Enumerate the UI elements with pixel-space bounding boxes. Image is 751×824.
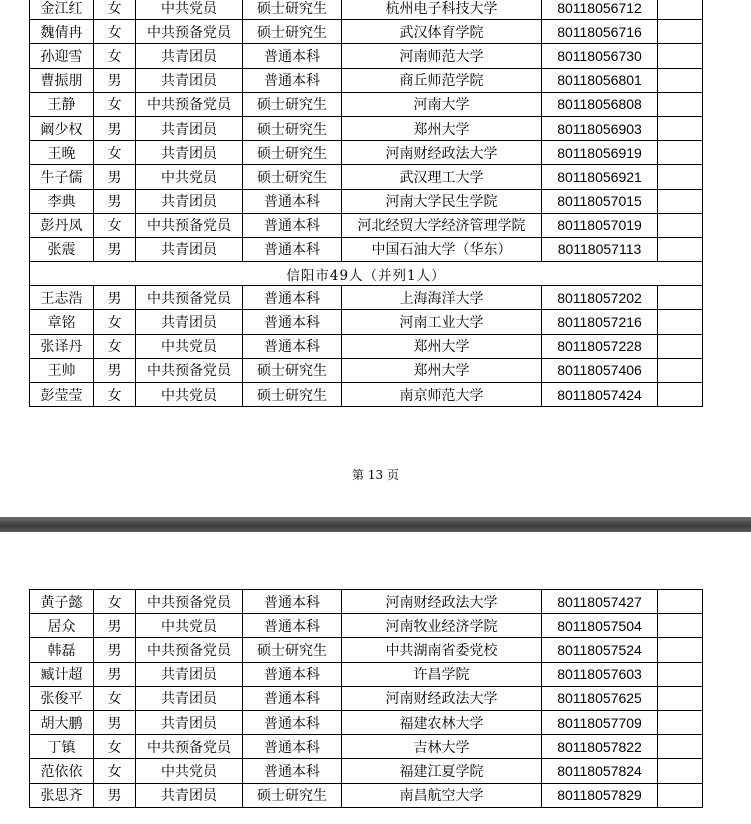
- exam-number-cell: 80118056808: [542, 92, 658, 116]
- exam-number-cell: 80118057625: [542, 686, 658, 710]
- roster-table-bottom: [29, 589, 703, 808]
- education-cell: 普通本科: [243, 213, 342, 237]
- exam-number-cell: 80118057504: [542, 614, 658, 638]
- name-cell: 胡大鹏: [30, 710, 94, 734]
- education-cell: 普通本科: [243, 590, 342, 614]
- political-status-cell: 中共党员: [136, 0, 243, 20]
- education-cell: 普通本科: [243, 686, 342, 710]
- table-row: [30, 141, 703, 165]
- education-cell: 硕士研究生: [243, 358, 342, 382]
- table-row: [30, 92, 703, 116]
- gender-cell: 男: [94, 638, 136, 662]
- exam-number-cell: 80118056919: [542, 141, 658, 165]
- table-row: [30, 0, 703, 20]
- remark-cell: [658, 189, 703, 213]
- exam-number-cell: 80118057019: [542, 213, 658, 237]
- education-cell: 普通本科: [243, 68, 342, 92]
- region-group-header: 信阳市49人（并列1人）: [30, 262, 703, 286]
- gender-cell: 女: [94, 310, 136, 334]
- political-status-cell: 中共预备党员: [136, 92, 243, 116]
- exam-number-cell: 80118056712: [542, 0, 658, 20]
- gender-cell: 男: [94, 358, 136, 382]
- political-status-cell: 共青团员: [136, 783, 243, 807]
- political-status-cell: 中共预备党员: [136, 358, 243, 382]
- name-cell: 张译丹: [30, 334, 94, 358]
- gender-cell: 女: [94, 759, 136, 783]
- remark-cell: [658, 686, 703, 710]
- remark-cell: [658, 383, 703, 407]
- school-cell: 许昌学院: [342, 662, 542, 686]
- gender-cell: 男: [94, 116, 136, 140]
- exam-number-cell: 80118057202: [542, 286, 658, 310]
- education-cell: 硕士研究生: [243, 141, 342, 165]
- name-cell: 魏倩冉: [30, 20, 94, 44]
- exam-number-cell: 80118057524: [542, 638, 658, 662]
- table-row: [30, 116, 703, 140]
- political-status-cell: 中共预备党员: [136, 590, 243, 614]
- table-row: [30, 44, 703, 68]
- school-cell: 中共湖南省委党校: [342, 638, 542, 662]
- remark-cell: [658, 141, 703, 165]
- school-cell: 上海海洋大学: [342, 286, 542, 310]
- document-page-14: [0, 532, 751, 824]
- remark-cell: [658, 710, 703, 734]
- education-cell: 普通本科: [243, 614, 342, 638]
- remark-cell: [658, 68, 703, 92]
- table-row: [30, 68, 703, 92]
- table-row: [30, 310, 703, 334]
- name-cell: 居众: [30, 614, 94, 638]
- remark-cell: [658, 614, 703, 638]
- remark-cell: [658, 213, 703, 237]
- political-status-cell: 中共党员: [136, 759, 243, 783]
- political-status-cell: 共青团员: [136, 44, 243, 68]
- table-row: [30, 783, 703, 807]
- table-row: [30, 638, 703, 662]
- remark-cell: [658, 358, 703, 382]
- name-cell: 韩磊: [30, 638, 94, 662]
- education-cell: 普通本科: [243, 44, 342, 68]
- remark-cell: [658, 759, 703, 783]
- name-cell: 张俊平: [30, 686, 94, 710]
- political-status-cell: 中共预备党员: [136, 735, 243, 759]
- name-cell: 王志浩: [30, 286, 94, 310]
- name-cell: 张震: [30, 237, 94, 261]
- school-cell: 福建江夏学院: [342, 759, 542, 783]
- political-status-cell: 共青团员: [136, 710, 243, 734]
- school-cell: 河北经贸大学经济管理学院: [342, 213, 542, 237]
- remark-cell: [658, 20, 703, 44]
- education-cell: 硕士研究生: [243, 165, 342, 189]
- political-status-cell: 中共预备党员: [136, 286, 243, 310]
- education-cell: 普通本科: [243, 735, 342, 759]
- gender-cell: 女: [94, 92, 136, 116]
- political-status-cell: 共青团员: [136, 189, 243, 213]
- political-status-cell: 共青团员: [136, 237, 243, 261]
- school-cell: 郑州大学: [342, 358, 542, 382]
- remark-cell: [658, 638, 703, 662]
- table-row: [30, 286, 703, 310]
- political-status-cell: 共青团员: [136, 68, 243, 92]
- education-cell: 硕士研究生: [243, 783, 342, 807]
- school-cell: 杭州电子科技大学: [342, 0, 542, 20]
- gender-cell: 女: [94, 44, 136, 68]
- school-cell: 河南大学: [342, 92, 542, 116]
- political-status-cell: 中共党员: [136, 334, 243, 358]
- table-row: [30, 614, 703, 638]
- education-cell: 硕士研究生: [243, 92, 342, 116]
- political-status-cell: 中共党员: [136, 165, 243, 189]
- school-cell: 南昌航空大学: [342, 783, 542, 807]
- remark-cell: [658, 286, 703, 310]
- table-row: [30, 165, 703, 189]
- table-row: [30, 383, 703, 407]
- political-status-cell: 中共党员: [136, 383, 243, 407]
- remark-cell: [658, 783, 703, 807]
- name-cell: 彭丹凤: [30, 213, 94, 237]
- education-cell: 硕士研究生: [243, 20, 342, 44]
- gender-cell: 女: [94, 141, 136, 165]
- region-group-header-row: [30, 262, 703, 286]
- name-cell: 章铭: [30, 310, 94, 334]
- table-row: [30, 20, 703, 44]
- exam-number-cell: 80118057216: [542, 310, 658, 334]
- gender-cell: 男: [94, 614, 136, 638]
- education-cell: 普通本科: [243, 310, 342, 334]
- name-cell: 王帅: [30, 358, 94, 382]
- exam-number-cell: 80118057824: [542, 759, 658, 783]
- political-status-cell: 共青团员: [136, 141, 243, 165]
- political-status-cell: 共青团员: [136, 116, 243, 140]
- school-cell: 武汉理工大学: [342, 165, 542, 189]
- remark-cell: [658, 334, 703, 358]
- name-cell: 阚少权: [30, 116, 94, 140]
- school-cell: 河南工业大学: [342, 310, 542, 334]
- name-cell: 张思齐: [30, 783, 94, 807]
- school-cell: 河南牧业经济学院: [342, 614, 542, 638]
- exam-number-cell: 80118057822: [542, 735, 658, 759]
- name-cell: 范依依: [30, 759, 94, 783]
- remark-cell: [658, 44, 703, 68]
- page-number-footer: 第 13 页: [352, 468, 399, 482]
- gender-cell: 女: [94, 735, 136, 759]
- table-row: [30, 213, 703, 237]
- exam-number-cell: 80118057113: [542, 237, 658, 261]
- political-status-cell: 中共预备党员: [136, 638, 243, 662]
- school-cell: 福建农林大学: [342, 710, 542, 734]
- name-cell: 王静: [30, 92, 94, 116]
- education-cell: 普通本科: [243, 237, 342, 261]
- remark-cell: [658, 237, 703, 261]
- education-cell: 普通本科: [243, 759, 342, 783]
- exam-number-cell: 80118056903: [542, 116, 658, 140]
- exam-number-cell: 80118057829: [542, 783, 658, 807]
- name-cell: 孙迎雪: [30, 44, 94, 68]
- exam-number-cell: 80118057603: [542, 662, 658, 686]
- table-row: [30, 334, 703, 358]
- education-cell: 硕士研究生: [243, 0, 342, 20]
- education-cell: 硕士研究生: [243, 116, 342, 140]
- gender-cell: 女: [94, 686, 136, 710]
- gender-cell: 男: [94, 165, 136, 189]
- political-status-cell: 中共预备党员: [136, 213, 243, 237]
- name-cell: 李典: [30, 189, 94, 213]
- school-cell: 南京师范大学: [342, 383, 542, 407]
- remark-cell: [658, 116, 703, 140]
- education-cell: 普通本科: [243, 286, 342, 310]
- gender-cell: 女: [94, 0, 136, 20]
- political-status-cell: 共青团员: [136, 310, 243, 334]
- table-row: [30, 590, 703, 614]
- education-cell: 普通本科: [243, 189, 342, 213]
- gender-cell: 男: [94, 710, 136, 734]
- school-cell: 郑州大学: [342, 334, 542, 358]
- political-status-cell: 共青团员: [136, 686, 243, 710]
- table-row: [30, 237, 703, 261]
- table-row: [30, 662, 703, 686]
- exam-number-cell: 80118056730: [542, 44, 658, 68]
- school-cell: 商丘师范学院: [342, 68, 542, 92]
- exam-number-cell: 80118057709: [542, 710, 658, 734]
- school-cell: 中国石油大学（华东）: [342, 237, 542, 261]
- school-cell: 河南财经政法大学: [342, 590, 542, 614]
- roster-table-top: [29, 0, 703, 407]
- page-separator: [0, 517, 751, 532]
- gender-cell: 女: [94, 334, 136, 358]
- remark-cell: [658, 165, 703, 189]
- exam-number-cell: 80118057427: [542, 590, 658, 614]
- education-cell: 硕士研究生: [243, 383, 342, 407]
- exam-number-cell: 80118057424: [542, 383, 658, 407]
- gender-cell: 男: [94, 662, 136, 686]
- name-cell: 金江红: [30, 0, 94, 20]
- name-cell: 曹振朋: [30, 68, 94, 92]
- gender-cell: 男: [94, 68, 136, 92]
- gender-cell: 女: [94, 213, 136, 237]
- school-cell: 郑州大学: [342, 116, 542, 140]
- remark-cell: [658, 735, 703, 759]
- exam-number-cell: 80118057406: [542, 358, 658, 382]
- school-cell: 吉林大学: [342, 735, 542, 759]
- political-status-cell: 共青团员: [136, 662, 243, 686]
- education-cell: 普通本科: [243, 334, 342, 358]
- gender-cell: 女: [94, 20, 136, 44]
- gender-cell: 男: [94, 189, 136, 213]
- table-row: [30, 759, 703, 783]
- remark-cell: [658, 0, 703, 20]
- gender-cell: 女: [94, 383, 136, 407]
- gender-cell: 男: [94, 783, 136, 807]
- table-row: [30, 735, 703, 759]
- exam-number-cell: 80118057228: [542, 334, 658, 358]
- exam-number-cell: 80118056921: [542, 165, 658, 189]
- table-row: [30, 358, 703, 382]
- gender-cell: 女: [94, 590, 136, 614]
- gender-cell: 男: [94, 286, 136, 310]
- education-cell: 普通本科: [243, 662, 342, 686]
- table-row: [30, 710, 703, 734]
- name-cell: 臧计超: [30, 662, 94, 686]
- education-cell: 硕士研究生: [243, 638, 342, 662]
- remark-cell: [658, 310, 703, 334]
- exam-number-cell: 80118056801: [542, 68, 658, 92]
- school-cell: 河南财经政法大学: [342, 141, 542, 165]
- school-cell: 武汉体育学院: [342, 20, 542, 44]
- school-cell: 河南财经政法大学: [342, 686, 542, 710]
- name-cell: 王晚: [30, 141, 94, 165]
- gender-cell: 男: [94, 237, 136, 261]
- name-cell: 彭莹莹: [30, 383, 94, 407]
- remark-cell: [658, 662, 703, 686]
- political-status-cell: 中共党员: [136, 614, 243, 638]
- exam-number-cell: 80118056716: [542, 20, 658, 44]
- remark-cell: [658, 590, 703, 614]
- table-row: [30, 189, 703, 213]
- name-cell: 丁镇: [30, 735, 94, 759]
- school-cell: 河南大学民生学院: [342, 189, 542, 213]
- education-cell: 普通本科: [243, 710, 342, 734]
- name-cell: 黄子懿: [30, 590, 94, 614]
- exam-number-cell: 80118057015: [542, 189, 658, 213]
- name-cell: 牛子儒: [30, 165, 94, 189]
- school-cell: 河南师范大学: [342, 44, 542, 68]
- table-row: [30, 686, 703, 710]
- remark-cell: [658, 92, 703, 116]
- political-status-cell: 中共预备党员: [136, 20, 243, 44]
